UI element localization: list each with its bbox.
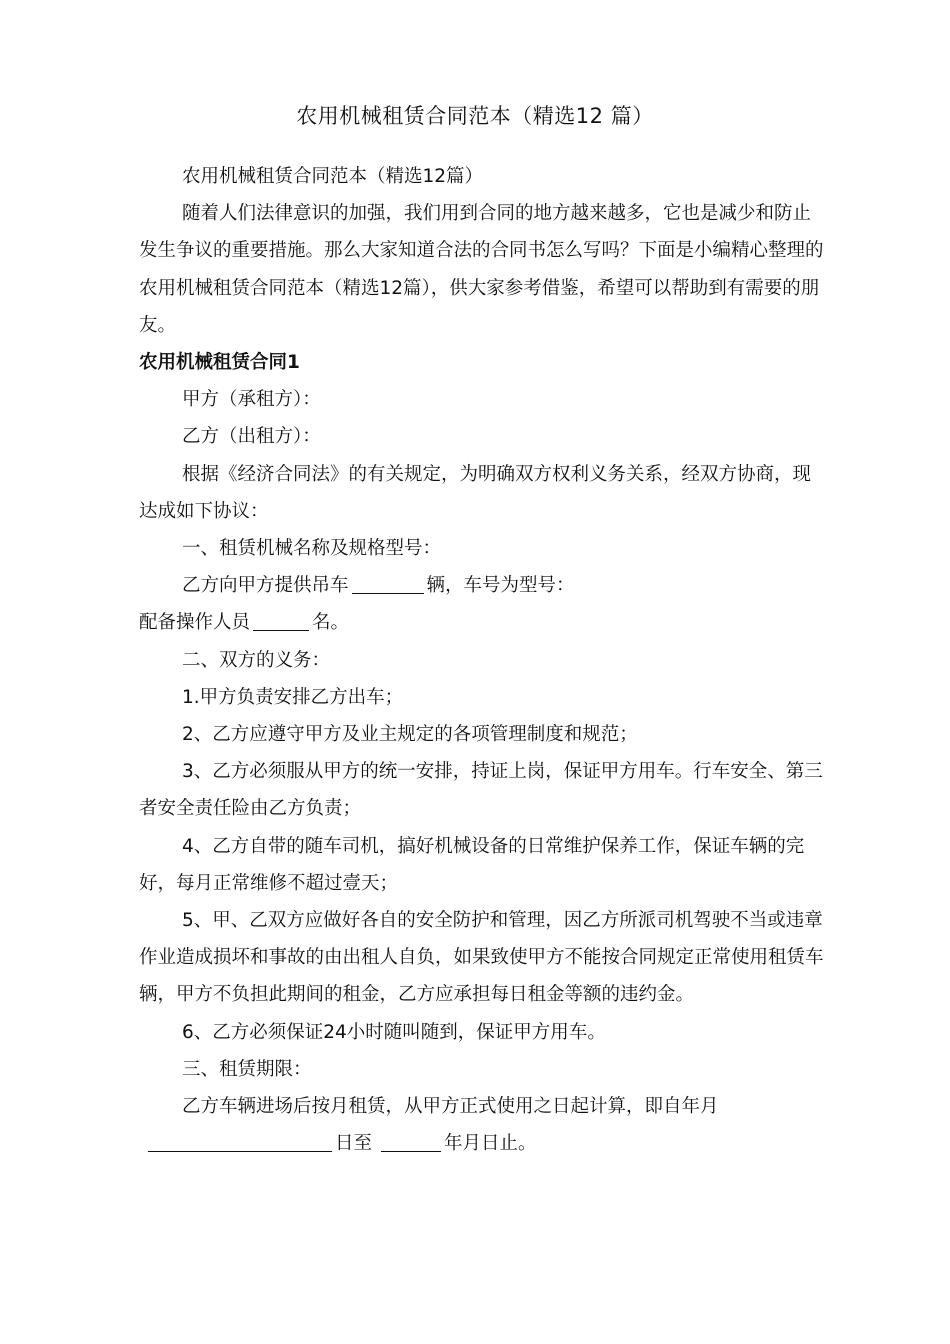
lease-term-line: 乙方车辆进场后按月租赁，从甲方正式使用之日起计算，即自年月 bbox=[182, 1096, 719, 1118]
obligation-item-5: 5、甲、乙双方应做好各自的安全防护和管理，因乙方所派司机驾驶不当或违章作业造成损坏和事故的由出租人自负，如果致使甲方不能按合同规定正常使用租赁车辆，甲方不负担此期间的租金，乙方应承担每日租金等额的违约金。 bbox=[139, 910, 824, 1006]
clause-3-heading: 三、租赁期限： bbox=[182, 1058, 312, 1080]
crane-supply-text-end: 辆，车号为型号： bbox=[426, 575, 575, 597]
date-end-text: 年月日止。 bbox=[444, 1133, 537, 1155]
document-title: 农用机械租赁合同范本（精选12 篇） bbox=[296, 104, 654, 128]
obligation-item-6: 6、乙方必须保证24小时随叫随到，保证甲方用车。 bbox=[182, 1021, 606, 1043]
crane-count-blank[interactable] bbox=[352, 574, 424, 594]
operator-count-blank[interactable] bbox=[253, 611, 309, 631]
clause-2-heading: 二、双方的义务： bbox=[182, 649, 331, 671]
end-date-blank[interactable] bbox=[381, 1132, 441, 1152]
section-heading-contract-1: 农用机械租赁合同1 bbox=[139, 352, 300, 374]
lease-date-line bbox=[139, 1125, 829, 1162]
party-b-line: 乙方（出租方）： bbox=[182, 426, 321, 448]
crane-supply-line bbox=[139, 567, 829, 604]
crane-supply-text: 乙方向甲方提供吊车 bbox=[182, 575, 349, 597]
operator-text-end: 名。 bbox=[312, 612, 350, 634]
obligation-item-3: 3、乙方必须服从甲方的统一安排，持证上岗，保证甲方用车。行车安全、第三者安全责任险由乙方负责； bbox=[139, 761, 823, 820]
party-a-line: 甲方（承租方）： bbox=[182, 389, 321, 411]
basis-paragraph: 根据《经济合同法》的有关规定，为明确双方权利义务关系，经双方协商，现达成如下协议： bbox=[139, 463, 812, 522]
document-body bbox=[139, 158, 829, 1162]
subtitle-paragraph: 农用机械租赁合同范本（精选12篇） bbox=[182, 166, 484, 187]
obligation-item-2: 2、乙方应遵守甲方及业主规定的各项管理制度和规范； bbox=[182, 724, 638, 746]
operator-text: 配备操作人员 bbox=[139, 612, 251, 634]
operator-line bbox=[139, 604, 829, 641]
obligation-item-1: 1.甲方负责安排乙方出车； bbox=[182, 686, 404, 708]
intro-paragraph: 随着人们法律意识的加强，我们用到合同的地方越来越多，它也是减少和防止发生争议的重要措施。那么大家知道合法的合同书怎么写吗？下面是小编精心整理的农用机械租赁合同范本（精选12篇），供大家参考借鉴，希望可以帮助到有需要的朋友。 bbox=[139, 203, 824, 336]
obligation-item-4: 4、乙方自带的随车司机，搞好机械设备的日常维护保养工作，保证车辆的完好，每月正常维修不超过壹天； bbox=[139, 835, 805, 894]
clause-1-heading: 一、租赁机械名称及规格型号： bbox=[182, 538, 442, 560]
start-date-blank[interactable] bbox=[148, 1132, 332, 1152]
date-to-text: 日至 bbox=[335, 1133, 373, 1155]
